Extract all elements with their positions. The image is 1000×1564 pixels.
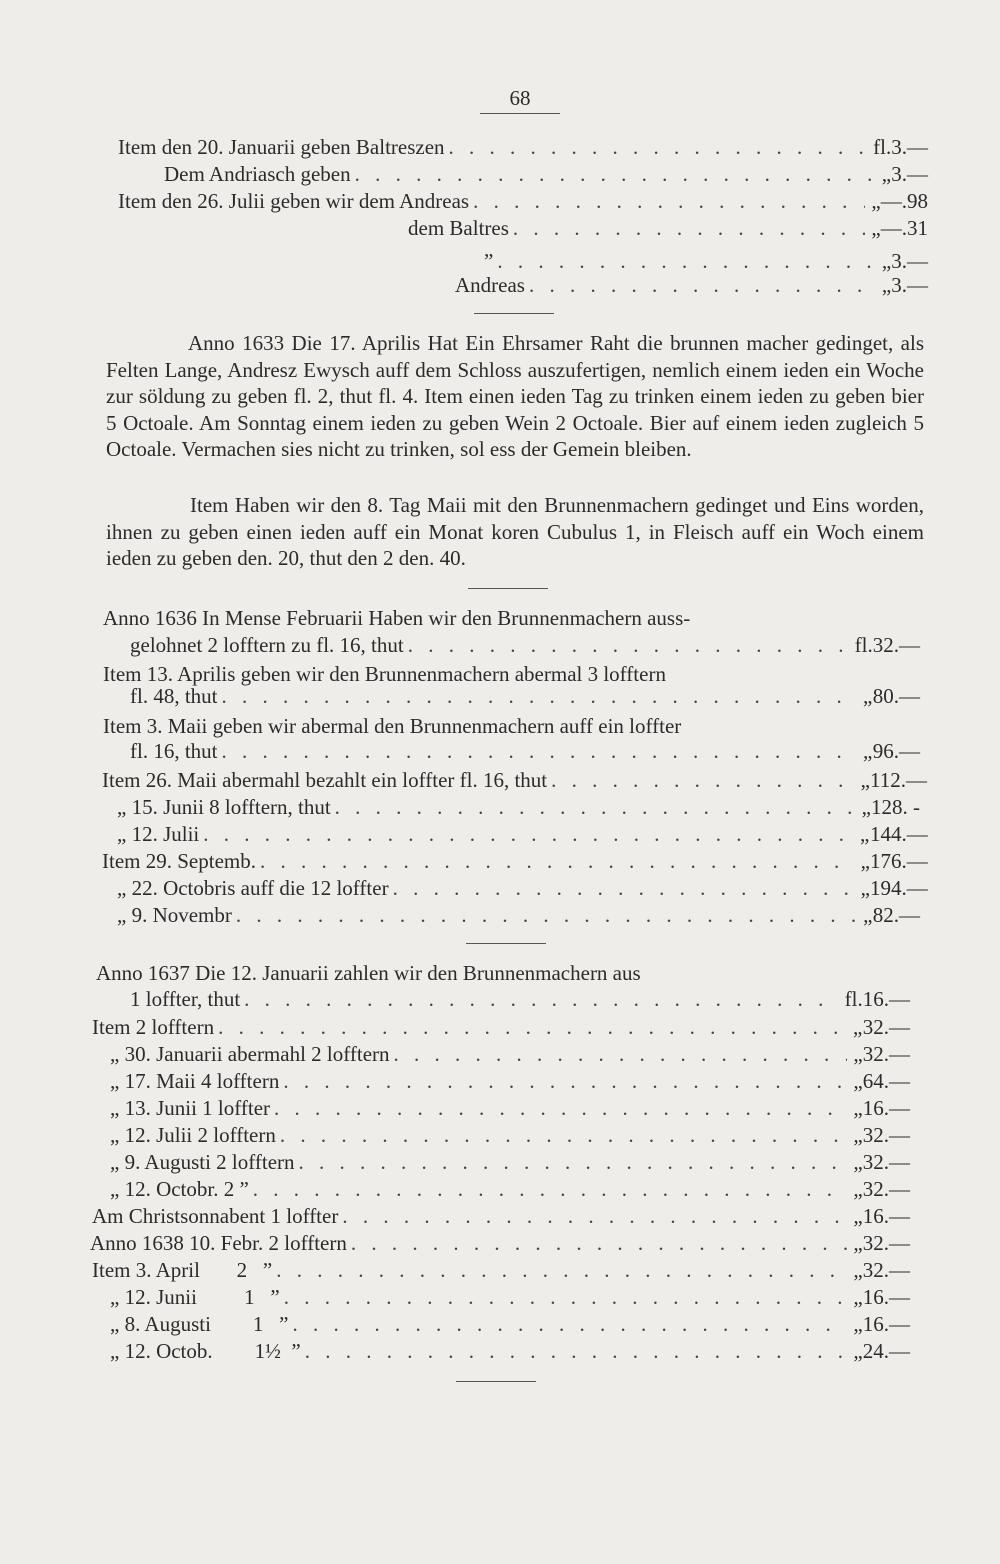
ledger-row [117,903,920,928]
ledger-label: Item den 20. Januarii geben Baltreszen [118,135,445,159]
currency-unit: „ [853,1339,863,1363]
ledger-label: Dem Andriasch geben [164,162,351,186]
leader-dots [293,1312,848,1337]
leader-dots [260,849,855,874]
currency-unit: fl. [854,633,873,657]
ledger-row [117,876,928,901]
ledger-row [110,1339,910,1364]
ledger-row [118,135,928,160]
section-intro: Anno 1637 Die 12. Januarii zahlen wir den Brunnenmachern aus [96,961,641,985]
ledger-row [117,822,928,847]
ledger-amount: —.31 [880,216,928,240]
ledger-label: Item 29. Septemb. [102,849,256,873]
ledger-amount: 176.— [870,849,928,873]
ledger-row [110,1312,910,1337]
ledger-amount: 32.— [862,1042,910,1066]
currency-unit: „ [861,795,871,819]
currency-unit: „ [853,1069,863,1093]
ledger-label: „ 13. Junii 1 loffter [110,1096,271,1120]
currency-unit: „ [853,1042,863,1066]
currency-unit: „ [860,849,870,873]
leader-dots [497,249,876,274]
currency-unit: „ [863,903,873,927]
leader-dots [276,1258,847,1283]
ledger-row [92,1204,910,1229]
ledger-row [110,1096,910,1121]
currency-unit: „ [853,1204,863,1228]
ledger-line: Item 3. Maii geben wir abermal den Brunnenmachern auff ein loffter [103,714,682,738]
paragraph-text: Item Haben wir den 8. Tag Maii mit den Brunnenmachern gedinget und Eins worden, ihnen zu geben einen ieden auff ein Monat koren Cubulus 1, in Fleisch auff ein Woch einem ieden zu geben den. 20, thut den 2 den. 40. [106,493,924,570]
ledger-label: fl. 16, thut [130,739,218,763]
currency-unit: „ [853,1015,863,1039]
ledger-label: „ 9. Novembr [117,903,232,927]
currency-unit: „ [881,273,892,297]
paragraph-text: Anno 1633 Die 17. Aprilis Hat Ein Ehrsamer Raht die brunnen macher gedinget, als Felten Lange, Andresz Ewysch auff dem Schloss auszufertigen, nemlich einem ieden ein Woche zur söldung zu geben fl. 2, thut fl. 4. Item einen ieden Tag zu trinken einem ieden zu geben bier 5 Octoale. Am Sonntag einem ieden zu geben Wein 2 Octoale. Bier auf einem ieden zugleich 5 Octoale. Vermachen sies nicht zu trinken, sol ess der Gemein bleiben. [106,331,924,461]
currency-unit: „ [853,1231,863,1255]
leader-dots [283,1069,847,1094]
ledger-amount: 3.— [891,162,928,186]
currency-unit: „ [871,216,881,240]
ledger-amount: 16.— [862,1312,910,1336]
ledger-row [484,249,928,274]
ledger-amount: 3.— [891,249,928,273]
currency-unit: „ [853,1177,863,1201]
section-divider [456,1381,536,1382]
leader-dots [253,1177,848,1202]
currency-unit: „ [859,822,870,846]
ledger-amount: 16.— [862,1096,910,1120]
ledger-row [92,1015,910,1040]
ledger-label: „ 30. Januarii abermahl 2 lofftern [110,1042,390,1066]
leader-dots [551,768,855,793]
ledger-row [92,1258,910,1283]
ledger-row [110,1285,910,1310]
ledger-label: „ 22. Octobris auff die 12 loffter [117,876,389,900]
leader-dots [274,1096,847,1121]
leader-dots [305,1339,848,1364]
ledger-label: „ 15. Junii 8 lofftern, thut [117,795,331,819]
ledger-row [118,189,928,214]
ledger-amount: 32.— [862,1258,910,1282]
currency-unit: „ [871,189,881,213]
leader-dots [299,1150,848,1175]
ledger-label: Item 3. April 2 ” [92,1258,273,1282]
leader-dots [473,189,865,214]
page-number-rule [480,113,560,114]
ledger-label: „ 12. Julii [117,822,200,846]
ledger-row [130,739,920,764]
paragraph-contract-may [106,492,924,572]
ledger-row [110,1069,910,1094]
section-divider [466,943,546,944]
currency-unit: „ [853,1312,863,1336]
ledger-label: ” [484,249,494,273]
ledger-amount: 16.— [862,1285,910,1309]
ledger-amount: 96.— [872,739,920,763]
currency-unit: „ [853,1285,863,1309]
ledger-amount: 32.— [862,1231,910,1255]
paragraph-contract-1633 [106,330,924,463]
ledger-row [110,1123,910,1148]
ledger-row [130,987,910,1012]
leader-dots [408,633,849,658]
ledger-amount: 32.— [862,1150,910,1174]
ledger-row [408,216,928,241]
leader-dots [394,1042,848,1067]
ledger-label: „ 12. Octob. 1½ ” [110,1339,301,1363]
ledger-label: dem Baltres [408,216,509,240]
currency-unit: fl. [844,987,863,1011]
currency-unit: „ [862,739,873,763]
ledger-label: fl. 48, thut [130,684,218,708]
ledger-amount: —.98 [880,189,928,213]
leader-dots [355,162,876,187]
leader-dots [342,1204,847,1229]
ledger-row [110,1042,910,1067]
ledger-label: Item den 26. Julii geben wir dem Andreas [118,189,470,213]
ledger-amount: 32.— [862,1177,910,1201]
ledger-label: „ 9. Augusti 2 lofftern [110,1150,295,1174]
ledger-amount: 3.— [891,273,928,297]
ledger-amount: 64.— [862,1069,910,1093]
ledger-label: „ 17. Maii 4 lofftern [110,1069,280,1093]
ledger-amount: 144.— [870,822,928,846]
leader-dots [449,135,868,160]
ledger-row [90,1231,910,1256]
currency-unit: „ [853,1096,863,1120]
ledger-amount: 194.— [870,876,928,900]
ledger-label: 1 loffter, thut [130,987,241,1011]
ledger-row [110,1177,910,1202]
leader-dots [284,1285,848,1310]
leader-dots [513,216,866,241]
ledger-label: „ 12. Octobr. 2 ” [110,1177,249,1201]
section-divider [474,313,554,314]
leader-dots [280,1123,848,1148]
section-intro: Anno 1636 In Mense Februarii Haben wir den Brunnenmachern auss- [103,606,691,630]
ledger-line: Item 13. Aprilis geben wir den Brunnenmachern abermal 3 lofftern [103,662,666,686]
leader-dots [244,987,839,1012]
ledger-label: Am Christsonnabent 1 loffter [92,1204,339,1228]
leader-dots [218,1015,847,1040]
ledger-amount: 80.— [872,684,920,708]
ledger-row [455,273,928,298]
ledger-amount: 16.— [862,1204,910,1228]
ledger-amount: 32.— [862,1015,910,1039]
ledger-amount: 16.— [862,987,910,1011]
currency-unit: „ [853,1150,863,1174]
ledger-amount: 128. - [871,795,920,819]
ledger-label: gelohnet 2 lofftern zu fl. 16, thut [130,633,404,657]
ledger-label: Anno 1638 10. Febr. 2 lofftern [90,1231,347,1255]
ledger-label: Item 26. Maii abermahl bezahlt ein loffter fl. 16, thut [102,768,548,792]
ledger-amount: 3.— [891,135,928,159]
leader-dots [236,903,857,928]
ledger-amount: 24.— [862,1339,910,1363]
leader-dots [335,795,856,820]
currency-unit: „ [881,162,892,186]
section-divider [468,588,548,589]
currency-unit: „ [862,684,873,708]
ledger-label: „ 12. Junii 1 ” [110,1285,280,1309]
ledger-row [102,849,928,874]
ledger-row [102,768,927,793]
ledger-amount: 82.— [872,903,920,927]
currency-unit: „ [860,876,870,900]
leader-dots [393,876,855,901]
leader-dots [351,1231,848,1256]
ledger-label: Item 2 lofftern [92,1015,215,1039]
leader-dots [222,684,857,709]
leader-dots [203,822,854,847]
currency-unit: „ [860,768,870,792]
ledger-row [117,795,920,820]
currency-unit: „ [853,1123,863,1147]
leader-dots [529,273,876,298]
page-number: 68 [509,86,531,110]
currency-unit: „ [853,1258,863,1282]
ledger-amount: 32.— [862,1123,910,1147]
ledger-row [110,1150,910,1175]
ledger-row [164,162,928,187]
ledger-label: Andreas [455,273,525,297]
ledger-amount: 112.— [870,768,927,792]
ledger-amount: 32.— [872,633,920,657]
ledger-row [130,684,920,709]
leader-dots [222,739,857,764]
ledger-row [130,633,920,658]
ledger-label: „ 8. Augusti 1 ” [110,1312,289,1336]
currency-unit: „ [881,249,892,273]
ledger-label: „ 12. Julii 2 lofftern [110,1123,276,1147]
currency-unit: fl. [873,135,892,159]
